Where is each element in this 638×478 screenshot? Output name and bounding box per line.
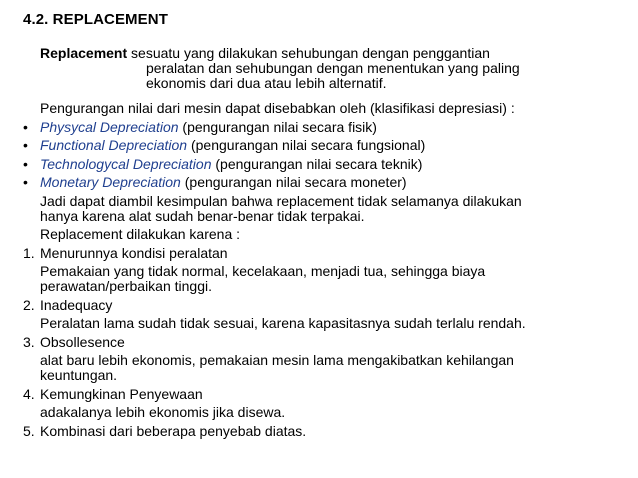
reason-item [23, 387, 633, 402]
reason-desc [23, 353, 633, 383]
bullet-icon: • [23, 118, 28, 135]
reason-desc-line-1: alat baru lebih ekonomis, pemakaian mesin lama mengakibatkan kehilangan [40, 352, 514, 368]
reason-number: 3. [23, 333, 35, 350]
reason-desc-line-2: perawatan/perbaikan tinggi. [40, 278, 213, 294]
reasons-intro-text: Replacement dilakukan karena : [40, 226, 241, 242]
reason-desc-line-1: Pemakaian yang tidak normal, kecelakaan, menjadi tua, sehingga biaya [40, 263, 486, 279]
reason-desc [23, 316, 633, 331]
reason-desc [23, 405, 633, 420]
reason-item [23, 335, 633, 350]
reason-number: 1. [23, 244, 35, 261]
reason-item [23, 424, 633, 439]
reason-title: Obsollesence [40, 333, 125, 350]
bullet-icon: • [23, 137, 28, 153]
reason-desc-line-1: adakalanya lebih ekonomis jika disewa. [40, 404, 286, 420]
depreciation-term: Monetary Depreciation [40, 174, 181, 190]
depreciation-desc: (pengurangan nilai secara fungsional) [187, 137, 426, 153]
intro-paragraph [23, 101, 633, 116]
reason-number: 2. [23, 296, 35, 313]
reason-number: 4. [23, 385, 35, 402]
depreciation-item [23, 175, 633, 190]
slide-title: 4.2. REPLACEMENT [23, 11, 168, 28]
definition-text-2: peralatan dan sehubungan dengan menentukan yang paling [146, 60, 520, 76]
bullet-icon: • [23, 155, 28, 172]
depreciation-item [23, 138, 633, 153]
reason-desc-line-2: keuntungan. [40, 367, 118, 383]
reason-desc-line-1: Peralatan lama sudah tidak sesuai, karena kapasitasnya sudah terlalu rendah. [40, 315, 526, 331]
depreciation-desc: (pengurangan nilai secara moneter) [180, 174, 407, 190]
reason-title: Kombinasi dari beberapa penyebab diatas. [40, 422, 307, 439]
reason-item [23, 246, 633, 261]
definition-line-1 [40, 46, 630, 61]
depreciation-item [23, 120, 633, 135]
definition-text-1: sesuatu yang dilakukan sehubungan dengan penggantian [127, 45, 490, 61]
conclusion-line-1: Jadi dapat diambil kesimpulan bahwa replacement tidak selamanya dilakukan [40, 192, 522, 209]
depreciation-term: Functional Depreciation [40, 137, 188, 153]
reasons-intro [23, 227, 633, 242]
definition-term: Replacement [40, 45, 128, 61]
definition-block [40, 46, 630, 91]
reason-number: 5. [23, 422, 35, 439]
definition-text-3: ekonomis dari dua atau lebih alternatif. [146, 75, 387, 91]
reason-title: Inadequacy [40, 296, 113, 313]
depreciation-term: Technologycal Depreciation [40, 155, 212, 172]
depreciation-desc: (pengurangan nilai secara fisik) [178, 118, 377, 135]
depreciation-desc: (pengurangan nilai secara teknik) [211, 155, 423, 172]
conclusion-line-2: hanya karena alat sudah benar-benar tidak terpakai. [40, 207, 365, 224]
bullet-icon: • [23, 174, 28, 190]
depreciation-term: Physycal Depreciation [40, 118, 179, 135]
conclusion-paragraph [23, 194, 633, 224]
reason-item [23, 298, 633, 313]
content-body [23, 101, 633, 442]
depreciation-item [23, 157, 633, 172]
reason-desc [23, 264, 633, 294]
reason-title: Kemungkinan Penyewaan [40, 385, 203, 402]
intro-text: Pengurangan nilai dari mesin dapat disebabkan oleh (klasifikasi depresiasi) : [40, 100, 515, 116]
reason-title: Menurunnya kondisi peralatan [40, 244, 228, 261]
